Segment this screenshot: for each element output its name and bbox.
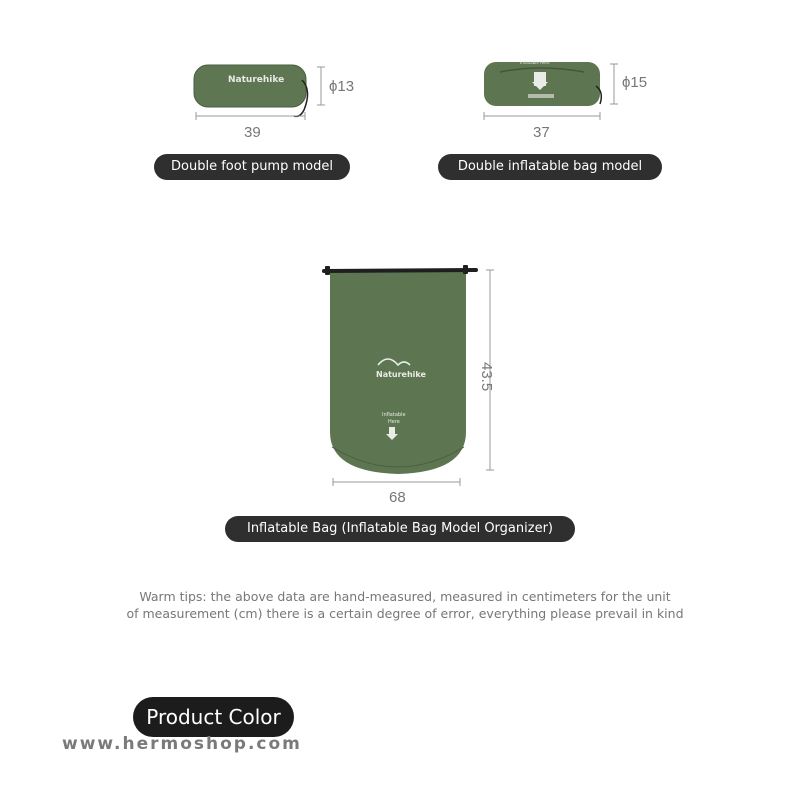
inflatable-bag-model-illustration: [480, 58, 630, 128]
warm-tips-line2: of measurement (cm) there is a certain degree of error, everything please prevail in kind: [126, 606, 684, 621]
watermark-text: www.hermoshop.com: [62, 734, 302, 754]
warm-tips-line1: Warm tips: the above data are hand-measured, measured in centimeters for the unit: [139, 589, 671, 604]
foot-pump-caption: Double foot pump model: [154, 154, 350, 180]
inflatable-model-tag: Inflatable Here: [520, 60, 550, 65]
foot-pump-illustration: [185, 60, 365, 130]
bag-caption: Inflatable Bag (Inflatable Bag Model Organizer): [225, 516, 575, 542]
bag-height: 43.5: [478, 362, 495, 392]
warm-tips: [100, 588, 710, 622]
bag-tag-line1: Inflatable: [382, 412, 406, 418]
bag-brand: Naturehike: [376, 370, 426, 379]
foot-pump-diameter: ϕ13: [329, 78, 355, 95]
foot-pump-brand: Naturehike: [228, 75, 285, 85]
bag-width: 68: [389, 489, 406, 506]
product-color-heading: Product Color: [133, 697, 294, 737]
inflatable-model-diameter: ϕ15: [622, 74, 648, 91]
foot-pump-width: 39: [244, 124, 261, 141]
inflatable-model-caption: Double inflatable bag model: [438, 154, 662, 180]
inflatable-model-width: 37: [533, 124, 550, 141]
bag-tag-line2: Here: [388, 419, 400, 425]
